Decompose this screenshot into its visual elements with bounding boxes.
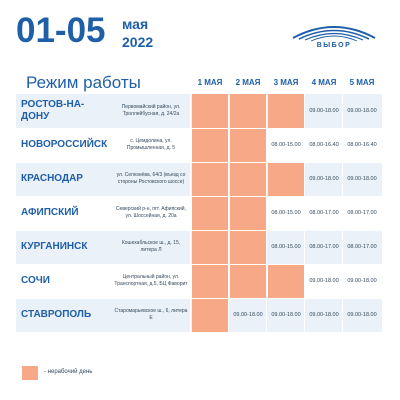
hours-cell: 09.00-18.00 — [309, 108, 339, 114]
hours-cell: 08.00-16.40 — [347, 142, 377, 148]
day-off-cell — [230, 264, 266, 298]
schedule-table — [16, 72, 382, 332]
header — [0, 0, 400, 70]
day-header: 3 МАЯ — [273, 78, 299, 87]
city-name: РОСТОВ-НА-ДОНУ — [21, 99, 85, 122]
day-off-cell — [192, 298, 228, 332]
address: Первомайский район, ул. Троллейбусная, д. 24/2а — [121, 104, 181, 117]
company-logo — [289, 18, 379, 52]
hours-cell: 09.00-18.00 — [347, 278, 377, 284]
grid-divider — [16, 264, 382, 265]
hours-cell: 08.00-17.00 — [347, 210, 377, 216]
grid-divider — [16, 298, 382, 299]
hours-cell: 08.00-15.00 — [271, 244, 301, 250]
hours-cell: 08.00-15.00 — [271, 210, 301, 216]
hours-cell: 09.00-18.00 — [309, 176, 339, 182]
hours-cell: 09.00-18.00 — [347, 108, 377, 114]
city-name: НОВОРОССИЙСК — [21, 139, 108, 150]
hours-cell: 09.00-18.00 — [309, 312, 339, 318]
date-range: 01-05 — [16, 11, 106, 50]
day-off-cell — [192, 230, 228, 264]
city-name: КРАСНОДАР — [21, 173, 83, 184]
hours-cell: 09.00-18.00 — [347, 312, 377, 318]
day-header: 2 МАЯ — [235, 78, 261, 87]
day-off-cell — [192, 128, 228, 162]
day-off-cell — [268, 264, 304, 298]
hours-cell: 08.00-17.00 — [309, 210, 339, 216]
grid-divider — [16, 128, 382, 129]
table-row — [16, 230, 382, 264]
day-off-cell — [268, 94, 304, 128]
day-off-cell — [230, 230, 266, 264]
city-name: СТАВРОПОЛЬ — [21, 309, 92, 320]
table-row — [16, 162, 382, 196]
hours-cell: 09.00-18.00 — [347, 176, 377, 182]
city-name: СОЧИ — [21, 275, 50, 286]
grid-divider — [190, 94, 191, 332]
address: Кошехабльское ш., д. 15, литера Л — [121, 240, 181, 253]
hours-cell: 08.00-17.00 — [309, 244, 339, 250]
logo-arc-icon — [289, 18, 379, 42]
day-off-cell — [268, 162, 304, 196]
grid-divider — [266, 94, 267, 332]
day-header: 4 МАЯ — [311, 78, 337, 87]
grid-divider — [16, 162, 382, 163]
grid-divider — [342, 94, 343, 332]
grid-divider — [228, 94, 229, 332]
address: Северский р-н, пгт. Афипский, ул. Шоссейная, д. 20а — [116, 206, 186, 219]
day-off-cell — [230, 162, 266, 196]
hours-cell: 08.00-17.00 — [347, 244, 377, 250]
city-name: АФИПСКИЙ — [21, 207, 79, 218]
address: Центральный район, ул. Транспортная, д.5, БЦ Фаворит — [114, 274, 188, 287]
day-off-cell — [192, 196, 228, 230]
legend-swatch — [22, 366, 38, 380]
year-label: 2022 — [122, 34, 154, 50]
table-row — [16, 264, 382, 298]
address: с. Цемдолина, ул. Промышленная, д. 5 — [126, 138, 176, 151]
address: ул. Селезнёва, 64/3 (въезд со стороны Ростовского шоссе) — [116, 172, 186, 185]
day-off-cell — [230, 128, 266, 162]
address: Старомарьевское ш., 6, литера Е — [114, 308, 188, 321]
hours-cell: 08.00-16.40 — [309, 142, 339, 148]
hours-cell: 09.00-18.00 — [233, 312, 263, 318]
grid-divider — [16, 230, 382, 231]
day-off-cell — [192, 162, 228, 196]
table-header-row — [16, 72, 382, 94]
day-header: 5 МАЯ — [349, 78, 375, 87]
table-row — [16, 298, 382, 332]
day-off-cell — [192, 264, 228, 298]
day-off-cell — [192, 94, 228, 128]
table-row — [16, 196, 382, 230]
day-off-cell — [230, 94, 266, 128]
logo-text: ВЫБОР — [316, 42, 352, 49]
month-label: мая — [122, 16, 149, 32]
grid-divider — [16, 196, 382, 197]
hours-cell: 09.00-18.00 — [309, 278, 339, 284]
day-off-cell — [230, 196, 266, 230]
city-name: КУРГАНИНСК — [21, 241, 88, 252]
hours-cell: 09.00-18.00 — [271, 312, 301, 318]
grid-divider — [304, 94, 305, 332]
legend-text: - нерабочий день — [44, 369, 93, 375]
day-header: 1 МАЯ — [197, 78, 223, 87]
table-row — [16, 94, 382, 128]
table-row — [16, 128, 382, 162]
hours-cell: 08.00-15.00 — [271, 142, 301, 148]
table-title: Режим работы — [26, 73, 141, 92]
